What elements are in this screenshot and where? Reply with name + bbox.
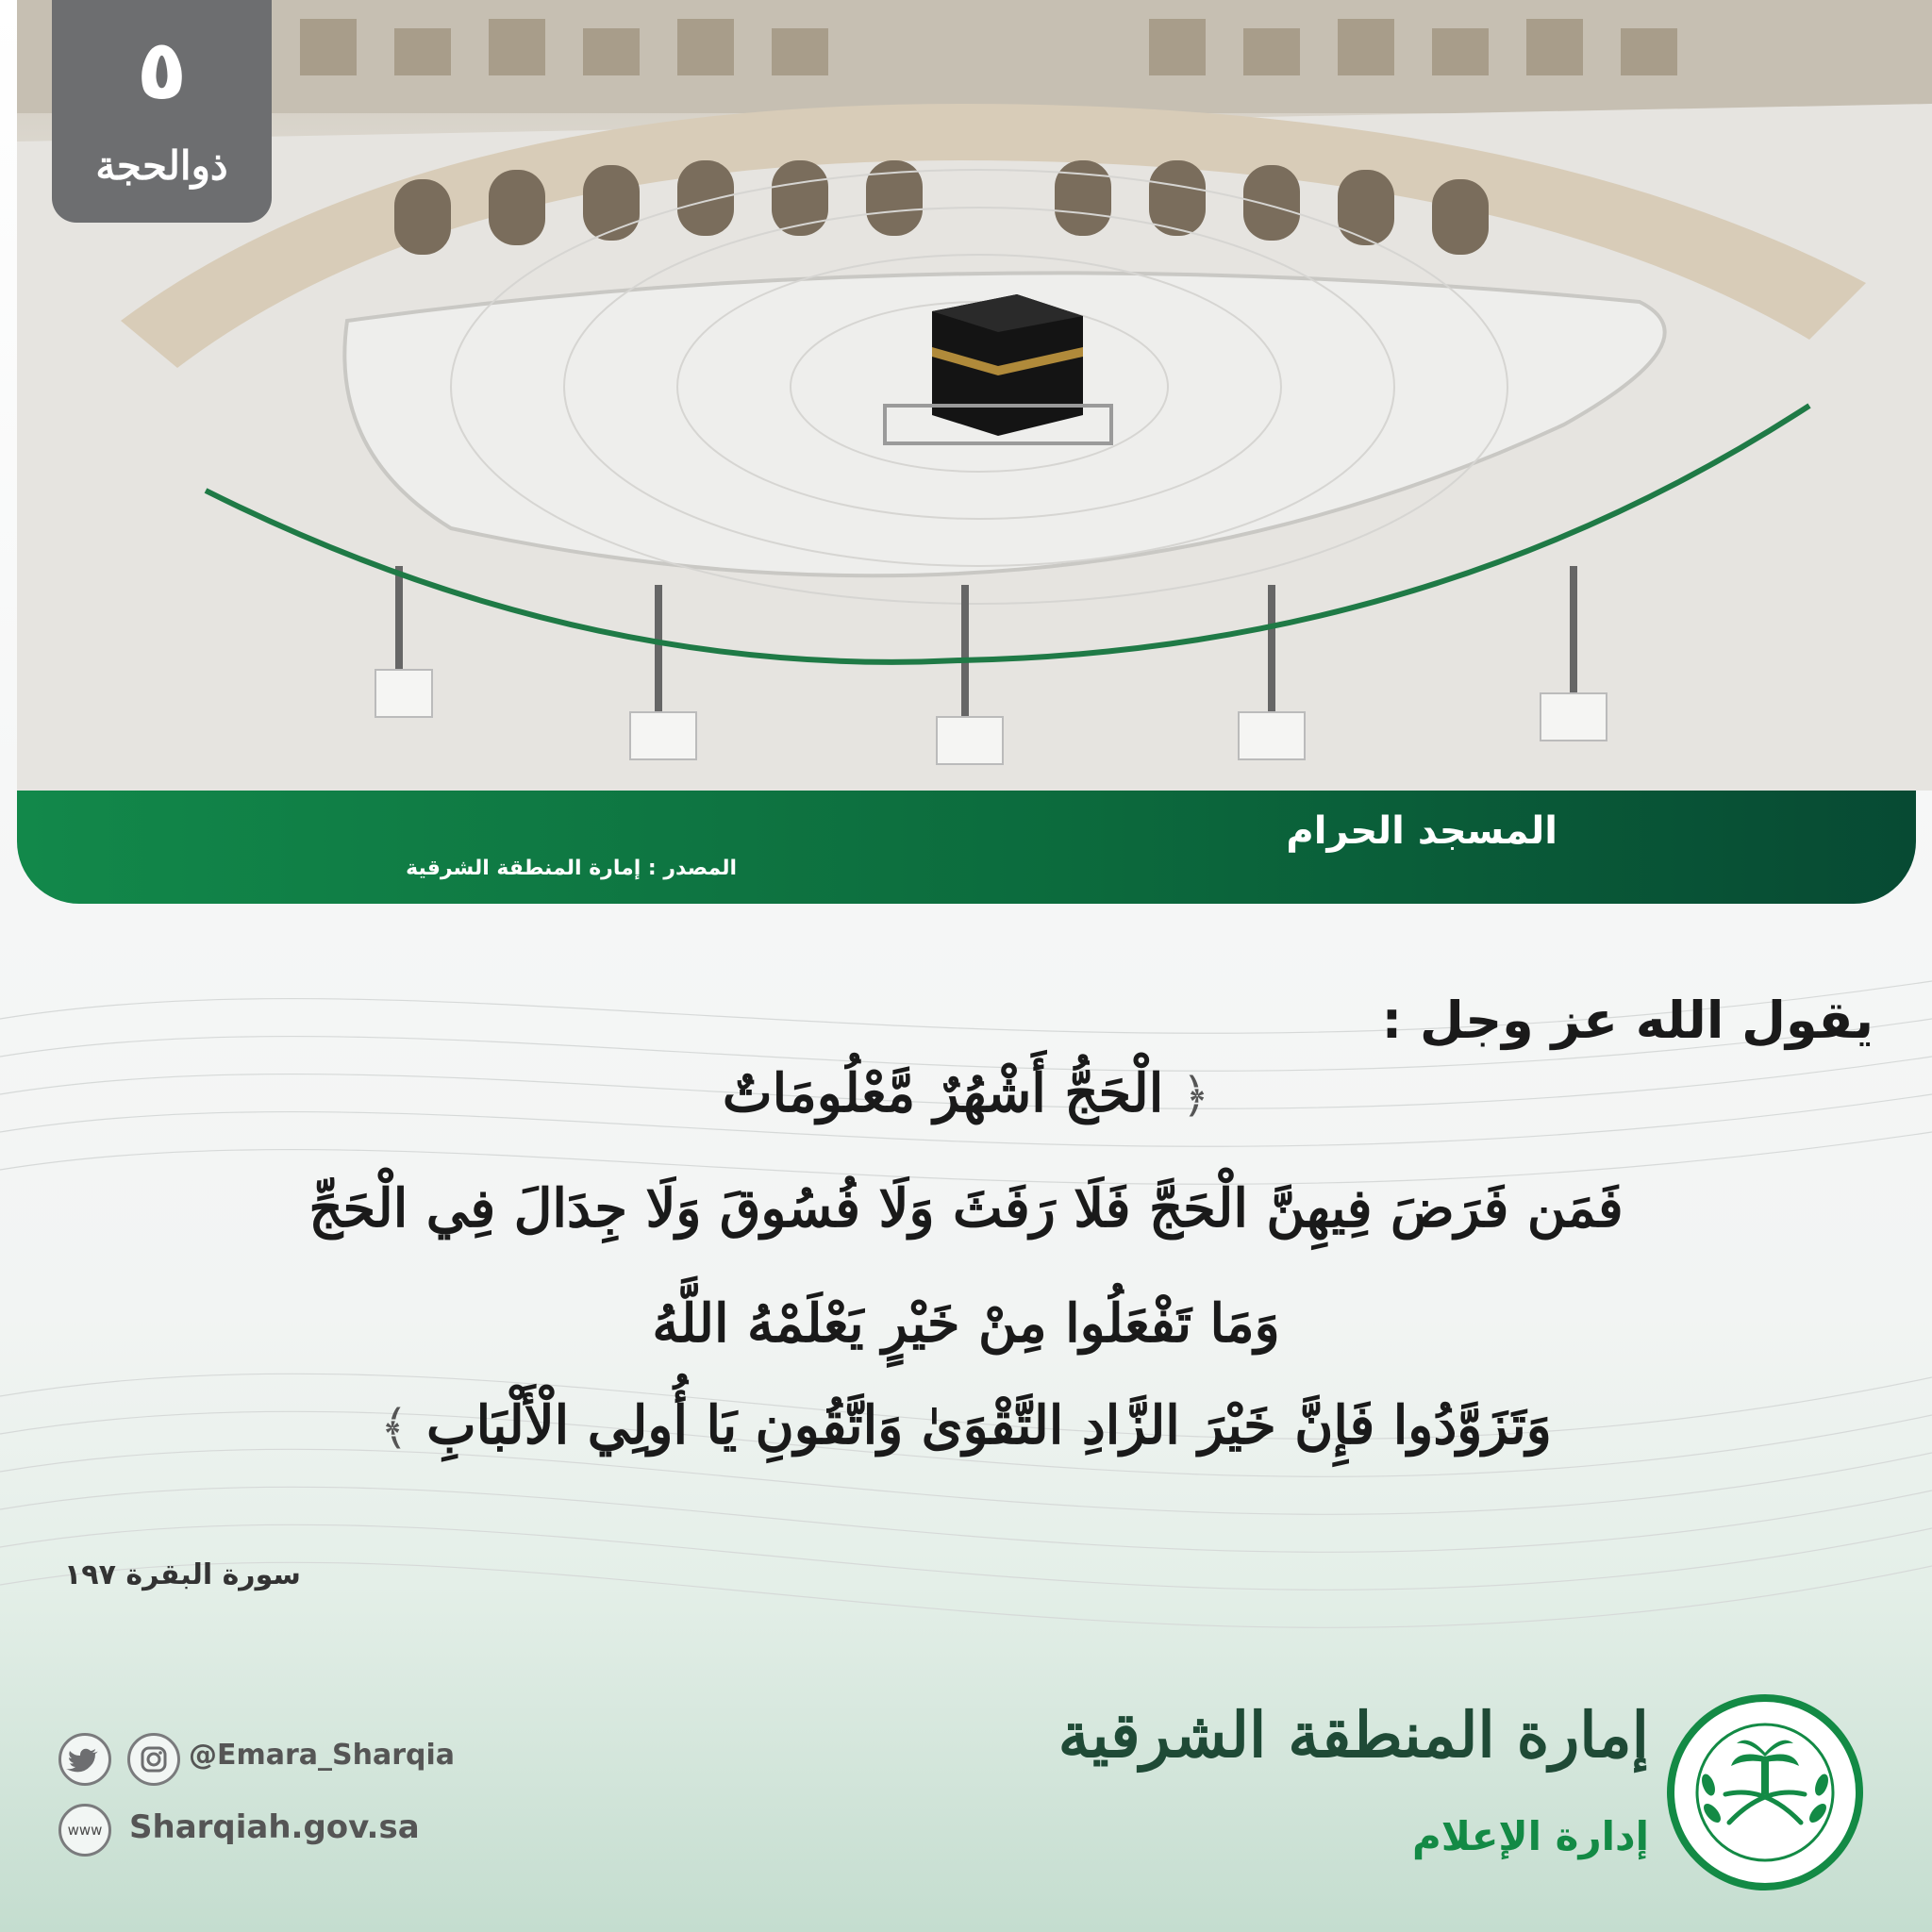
kaaba-photo <box>17 0 1932 791</box>
caption-title: المسجد الحرام <box>1286 809 1557 853</box>
date-badge <box>52 0 272 223</box>
social-handle[interactable]: @Emara_Sharqia <box>189 1739 456 1772</box>
twitter-icon[interactable] <box>58 1733 111 1786</box>
verse-intro: يقول الله عز وجل : <box>1381 991 1874 1050</box>
www-icon: www <box>58 1804 111 1857</box>
verse-line-3: وَمَا تَفْعَلُوا مِنْ خَيْرٍ يَعْلَمْهُ اللَّهُ <box>652 1292 1280 1355</box>
verse-line-1-text: الْحَجُّ أَشْهُرٌ مَّعْلُومَاتٌ <box>722 1062 1164 1124</box>
verse-line-1 <box>0 1062 1932 1124</box>
surah-reference: سورة البقرة ١٩٧ <box>64 1558 301 1591</box>
kaaba-icon <box>932 294 1083 436</box>
department-name: إدارة الإعلام <box>1412 1813 1649 1859</box>
brand-name: إمارة المنطقة الشرقية <box>1058 1698 1649 1772</box>
caption-band <box>17 791 1916 904</box>
verse-line-4 <box>0 1394 1932 1457</box>
website-link[interactable]: Sharqiah.gov.sa <box>129 1808 420 1846</box>
badge-month: ذوالحجة <box>95 142 228 189</box>
verse-line-4-text: وَتَزَوَّدُوا فَإِنَّ خَيْرَ الزَّادِ التَّقْوَىٰ وَاتَّقُونِ يَا أُولِي الْأَلْبَابِ <box>425 1394 1552 1457</box>
caption-source: المصدر : إمارة المنطقة الشرقية <box>406 857 737 880</box>
instagram-icon[interactable] <box>127 1733 180 1786</box>
badge-day: ٥ <box>136 21 188 118</box>
verse-line-2: فَمَن فَرَضَ فِيهِنَّ الْحَجَّ فَلَا رَفَثَ وَلَا فُسُوقَ وَلَا جِدَالَ فِي الْحَجِّ <box>308 1177 1624 1240</box>
ornament-close-icon: ﴾ <box>380 1400 408 1455</box>
emblem-icon <box>1663 1690 1867 1894</box>
ornament-open-icon: ﴿ <box>1181 1068 1210 1123</box>
